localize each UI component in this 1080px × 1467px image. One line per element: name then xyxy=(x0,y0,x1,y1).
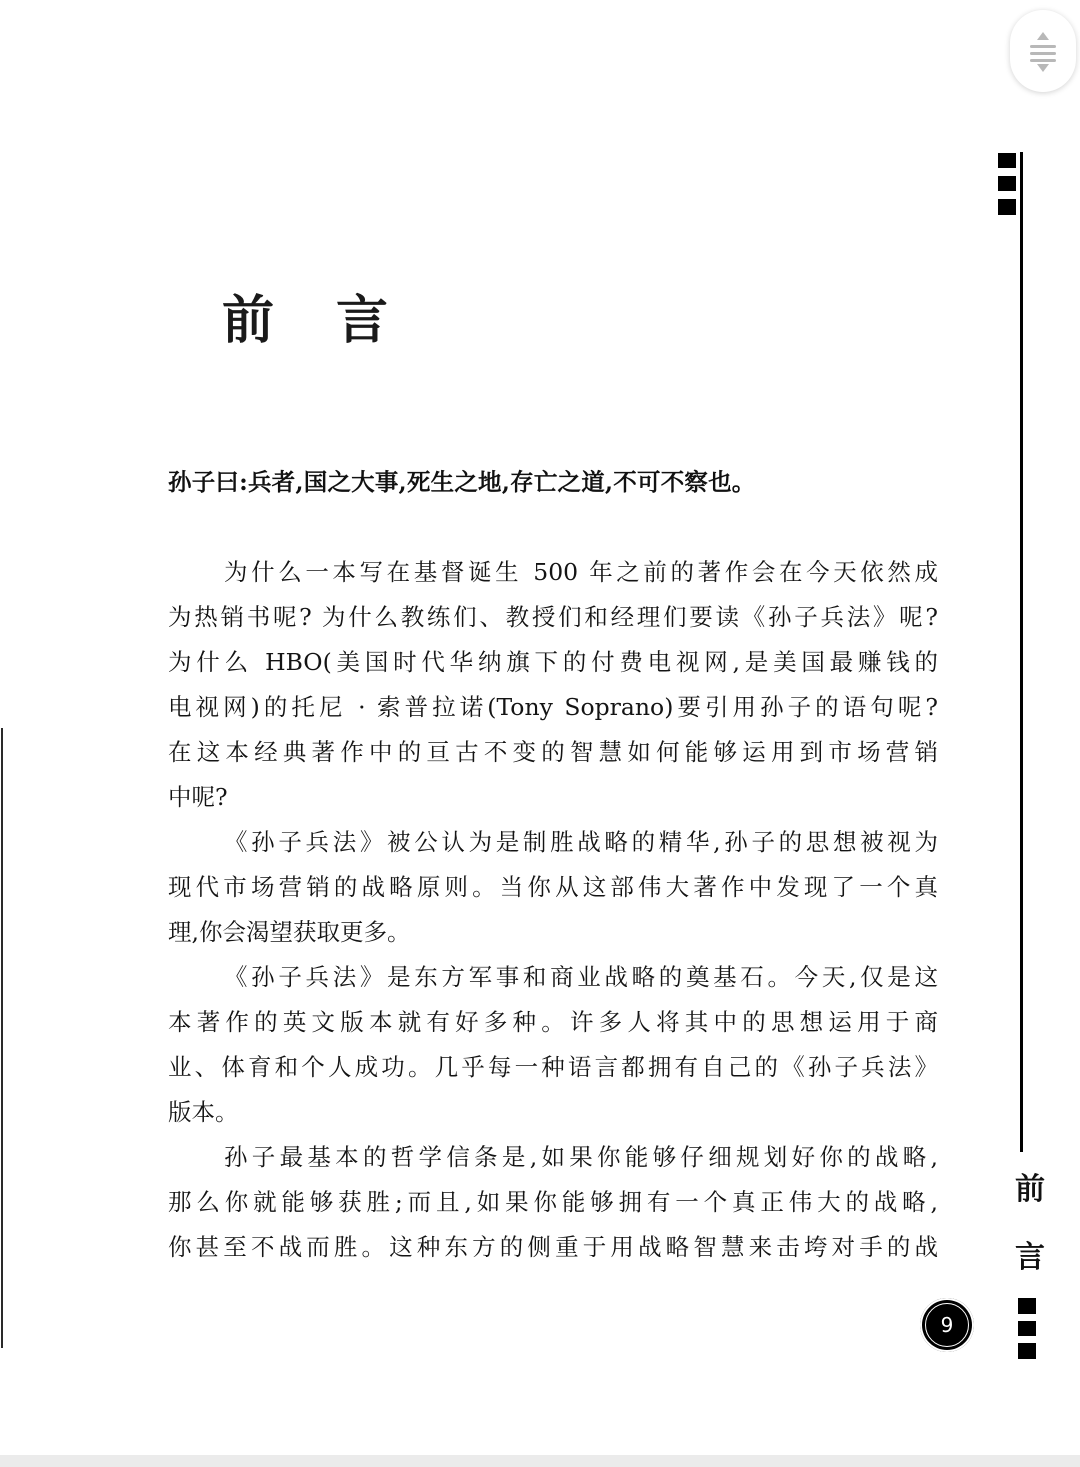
text-line: 电视网)的托尼 · 索普拉诺(Tony Soprano)要引用孙子的语句呢? xyxy=(168,693,938,721)
side-label-char1: 前 xyxy=(1015,1172,1045,1207)
text-line: 现代市场营销的战略原则。当你从这部伟大著作中发现了一个真 xyxy=(168,873,938,901)
text-line: 《孙子兵法》被公认为是制胜战略的精华,孙子的思想被视为 xyxy=(224,828,938,856)
side-mark-bottom-2 xyxy=(1018,1321,1036,1336)
text-line: 《孙子兵法》是东方军事和商业战略的奠基石。今天,仅是这 xyxy=(224,963,938,991)
side-rule xyxy=(1020,152,1023,1152)
side-mark-bottom-1 xyxy=(1018,1298,1036,1314)
text-line: 业、体育和个人成功。几乎每一种语言都拥有自己的《孙子兵法》 xyxy=(168,1053,938,1081)
text-line: 理,你会渴望获取更多。 xyxy=(168,918,411,946)
epigraph-quote: 孙子曰:兵者,国之大事,死生之地,存亡之道,不可不察也。 xyxy=(168,468,756,496)
side-mark-top-3 xyxy=(998,199,1016,215)
side-label-char2: 言 xyxy=(1015,1240,1045,1275)
scroll-menu-icon xyxy=(1027,32,1059,72)
text-line: 为什么 HBO(美国时代华纳旗下的付费电视网,是美国最赚钱的 xyxy=(168,648,938,676)
page-title-char2: 言 xyxy=(336,290,389,351)
page-number-badge xyxy=(920,1298,974,1352)
text-line: 在这本经典著作中的亘古不变的智慧如何能够运用到市场营销 xyxy=(168,738,938,766)
scroll-menu-button[interactable] xyxy=(1010,10,1076,92)
side-mark-top-1 xyxy=(998,153,1016,168)
text-line: 孙子最基本的哲学信条是,如果你能够仔细规划好你的战略, xyxy=(224,1143,938,1171)
side-mark-bottom-3 xyxy=(1018,1343,1036,1359)
text-line: 版本。 xyxy=(168,1098,239,1126)
page-title xyxy=(222,278,388,353)
text-line: 本著作的英文版本就有好多种。许多人将其中的思想运用于商 xyxy=(168,1008,938,1036)
page-edge-line xyxy=(1,728,3,1348)
page-number: 9 xyxy=(925,1303,969,1347)
text-line: 那么你就能够获胜;而且,如果你能够拥有一个真正伟大的战略, xyxy=(168,1188,938,1216)
text-line: 中呢? xyxy=(168,783,228,811)
text-line: 为什么一本写在基督诞生 500 年之前的著作会在今天依然成 xyxy=(224,558,938,586)
bottom-strip xyxy=(0,1455,1080,1467)
text-line: 为热销书呢? 为什么教练们、教授们和经理们要读《孙子兵法》呢? xyxy=(168,603,938,631)
body-text xyxy=(168,550,938,1270)
side-mark-top-2 xyxy=(998,176,1016,191)
text-line: 你甚至不战而胜。这种东方的侧重于用战略智慧来击垮对手的战 xyxy=(168,1233,938,1261)
page-title-char1: 前 xyxy=(222,290,275,351)
